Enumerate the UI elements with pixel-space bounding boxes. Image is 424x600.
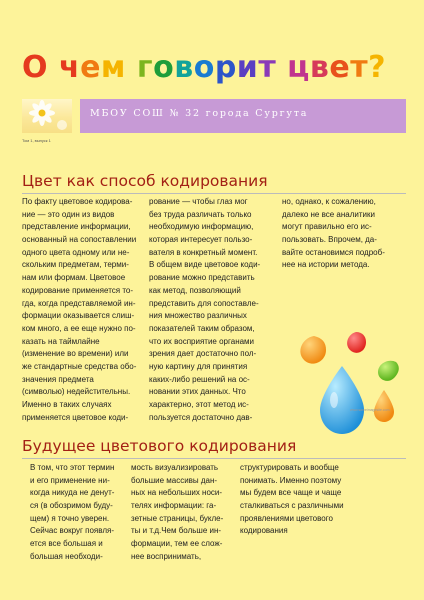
text-line: значения предмета (22, 374, 94, 384)
text-line: далеко не все аналитики (282, 209, 375, 219)
title-letter: о (153, 50, 175, 85)
text-line: вателя в конкретный момент. (149, 247, 258, 257)
text-line: По факту цветовое кодирова- (22, 197, 133, 206)
text-line: зрения дает достаточно пол- (149, 349, 257, 359)
text-line: и его применение ни- (30, 475, 110, 485)
text-line: без труда различать только (149, 209, 252, 219)
section-divider (22, 193, 406, 194)
text-line: пользовать. Впрочем, да- (282, 235, 377, 245)
title-letter: ч (58, 50, 81, 85)
daisy-icon (22, 99, 72, 133)
text-line: представление информации, (22, 222, 131, 232)
text-line: кодирование применяется то- (22, 285, 134, 295)
text-line: (символью) недейстительны. (22, 387, 131, 397)
text-line: основанный на сопоставлении (22, 235, 137, 245)
image-caption: www.someimagesite.com (350, 408, 390, 412)
text-line: пользуется достаточно дав- (149, 412, 253, 422)
title-letter: р (214, 50, 237, 85)
text-line: ную картину для принятия (149, 361, 248, 371)
color-drops-illustration (292, 326, 412, 446)
color-drops-icon (292, 326, 412, 446)
text-line: рование — чтобы глаз мог (149, 197, 248, 206)
text-line: мы будем все чаще и чаще (240, 488, 342, 498)
title-letter: ? (368, 50, 387, 85)
text-line: необходимую информацию, (149, 222, 254, 232)
text-line: характерно, этот метод ис- (149, 400, 249, 409)
text-line: ком много, а ее еще нужно по- (22, 323, 136, 333)
title-letter: и (236, 50, 259, 85)
text-line: как метод, позволяющий (149, 285, 241, 295)
title-letter: т (350, 50, 369, 85)
text-line: понимать. Именно поэтому (240, 475, 342, 485)
article-column-1 (22, 196, 136, 424)
title-letter: в (174, 50, 194, 85)
issue-info: Том 1, выпуск 1 (22, 138, 51, 143)
text-line: щем) я точно уверен. (30, 513, 110, 523)
text-line: (изменение во времени) или (22, 349, 129, 359)
text-line: каких-либо решений на ос- (149, 374, 250, 384)
text-line: нее на истории метода. (282, 260, 370, 270)
article-column-1 (30, 462, 114, 564)
text-line: ния множество различных (149, 311, 247, 321)
text-line: Сейчас вокруг появля- (30, 526, 114, 536)
text-line: формации оказывается слиш- (22, 311, 135, 321)
text-line: формации, тем ее слож- (131, 539, 223, 549)
text-line: сталкиваться с различными (240, 501, 344, 511)
text-line: новании этих данных. Что (149, 387, 246, 397)
section-title-future: Будущее цветового кодирования (22, 437, 297, 455)
school-band (80, 99, 406, 133)
text-line: большая необходи- (30, 551, 103, 561)
text-line: одного цвета одному или не- (22, 247, 130, 257)
title-letter: о (193, 50, 215, 85)
text-line: кодирования (240, 526, 288, 536)
text-line: мость визуализировать (131, 463, 219, 472)
text-line: казать на таймлайне (22, 336, 100, 346)
text-line: же стандартные средства обо- (22, 361, 137, 371)
article-column-2 (131, 462, 223, 564)
title-letter: г (136, 50, 154, 85)
text-line: В том, что этот термин (30, 463, 115, 472)
text-line: представить для сопоставле- (149, 298, 259, 308)
text-line: проявлениями цветового (240, 513, 333, 523)
text-line: но, однако, к сожалению, (282, 197, 376, 206)
article-column-3 (282, 196, 385, 272)
text-line: ние — это один из видов (22, 209, 115, 219)
header-band (22, 99, 406, 133)
title-letter: т (258, 50, 288, 85)
article-column-3 (240, 462, 344, 538)
page-title (22, 50, 386, 86)
text-line: рование можно представить (149, 273, 255, 283)
title-letter: е (80, 50, 101, 85)
text-line: что их восприятие органами (149, 336, 255, 346)
title-letter: О (22, 50, 59, 85)
text-line: Именно в таких случаях (22, 400, 112, 409)
article-column-2 (149, 196, 260, 424)
text-line: В общем виде цветовое коди- (149, 260, 261, 270)
text-line: могут правильно его ис- (282, 222, 372, 232)
text-line: вайте остановимся подроб- (282, 247, 385, 257)
section-divider (22, 458, 406, 459)
text-line: структурировать и вообще (240, 463, 339, 472)
title-letter: в (309, 50, 330, 85)
text-line: нее воспринимать, (131, 551, 202, 561)
title-letter: е (329, 50, 351, 85)
text-line: гда, когда представляемой ин- (22, 298, 136, 308)
title-letter: ц (287, 50, 310, 85)
text-line: ных на небольших носи- (131, 488, 223, 498)
section-title-coding: Цвет как способ кодирования (22, 172, 268, 190)
text-line: ется все большая и (30, 539, 103, 549)
text-line: когда никуда не денут- (30, 488, 115, 498)
text-line: нам или формам. Цветовое (22, 273, 126, 283)
text-line: телях информации: га- (131, 501, 217, 511)
title-letter: м (100, 50, 137, 85)
text-line: зетные страницы, букле- (131, 513, 224, 523)
text-line: ся (в обозримом буду- (30, 501, 113, 511)
school-name: МБОУ СОШ № 32 города Сургута (90, 108, 309, 119)
text-line: ты и т.д.Чем больше ин- (131, 526, 222, 536)
flower-thumbnail (22, 99, 72, 133)
text-line: показателей таким образом, (149, 323, 255, 333)
text-line: большие массивы дан- (131, 475, 218, 485)
text-line: которая интересует пользо- (149, 235, 253, 245)
text-line: скольким предметам, терми- (22, 260, 129, 270)
text-line: применяется цветовое коди- (22, 412, 129, 422)
